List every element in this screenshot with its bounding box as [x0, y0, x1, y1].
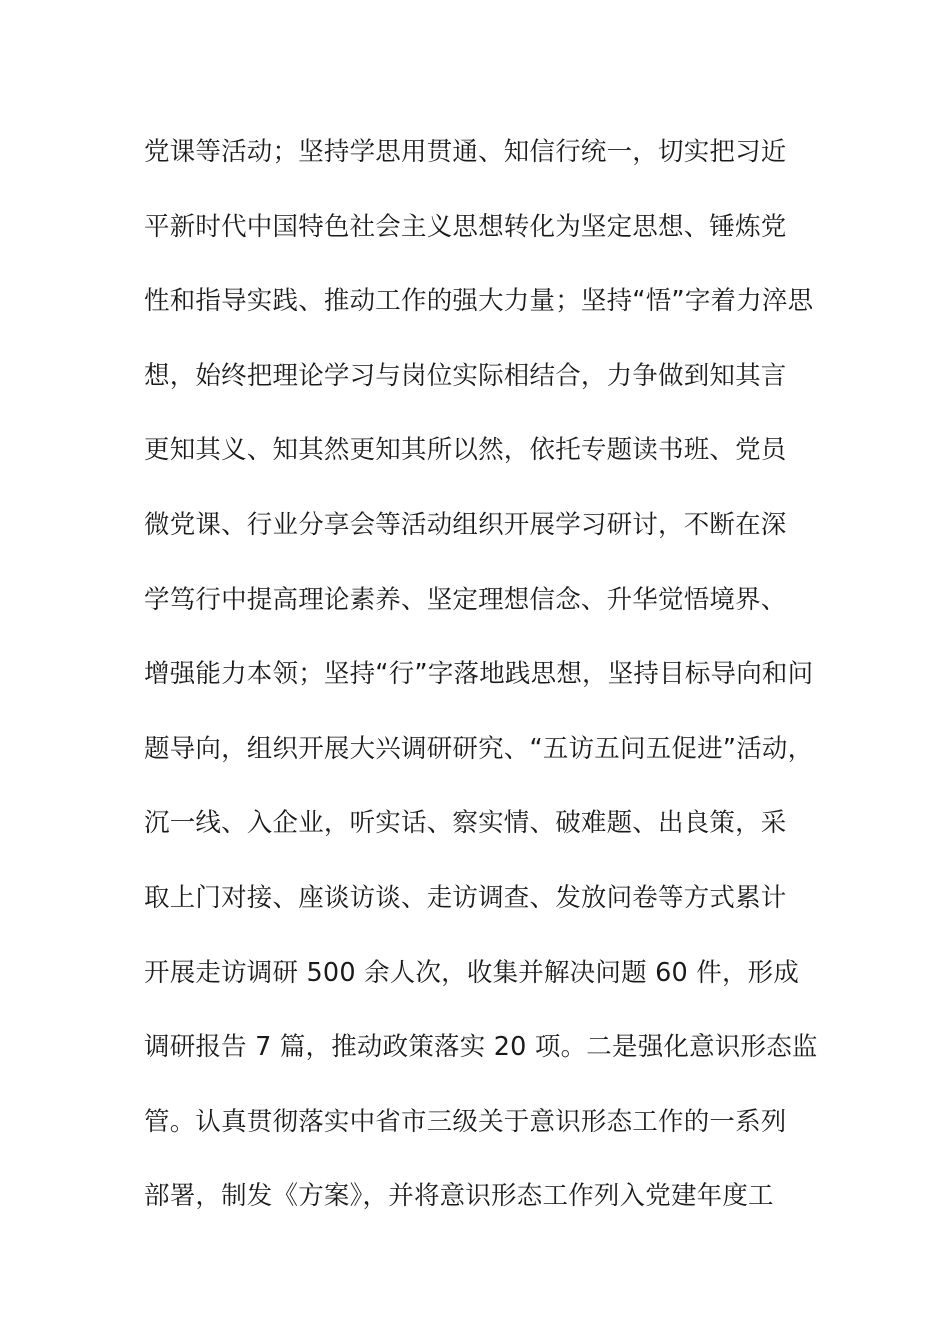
text-line: 微党课、行业分享会等活动组织开展学习研讨，不断在深 — [144, 509, 787, 540]
text-line: 部署，制发《方案》，并将意识形态工作列入党建年度工 — [144, 1181, 774, 1212]
text-line: 学笃行中提高理论素养、坚定理想信念、升华觉悟境界、 — [144, 584, 787, 615]
text-line: 更知其义、知其然更知其所以然，依托专题读书班、党员 — [144, 435, 787, 466]
text-line: 性和指导实践、推动工作的强大力量；坚持“悟”字着力淬思 — [144, 286, 814, 317]
body-text — [144, 130, 824, 1249]
text-line: 沉一线、入企业，听实话、察实情、破难题、出良策，采 — [144, 808, 787, 839]
text-line: 取上门对接、座谈访谈、走访调查、发放问卷等方式累计 — [144, 882, 787, 913]
text-line: 党课等活动；坚持学思用贯通、知信行统一，切实把习近 — [144, 137, 787, 167]
text-line: 题导向，组织开展大兴调研研究、“五访五问五促进”活动， — [144, 733, 814, 764]
text-line: 平新时代中国特色社会主义思想转化为坚定思想、锤炼党 — [144, 211, 787, 242]
text-line: 管。认真贯彻落实中省市三级关于意识形态工作的一系列 — [144, 1106, 787, 1137]
text-line: 增强能力本领；坚持“行”字落地践思想，坚持目标导向和问 — [144, 659, 814, 690]
text-line: 调研报告 7 篇，推动政策落实 20 项。二是强化意识形态监 — [144, 1032, 818, 1063]
text-line: 想，始终把理论学习与岗位实际相结合，力争做到知其言 — [144, 360, 787, 391]
text-line: 开展走访调研 500 余人次，收集并解决问题 60 件，形成 — [144, 957, 800, 988]
